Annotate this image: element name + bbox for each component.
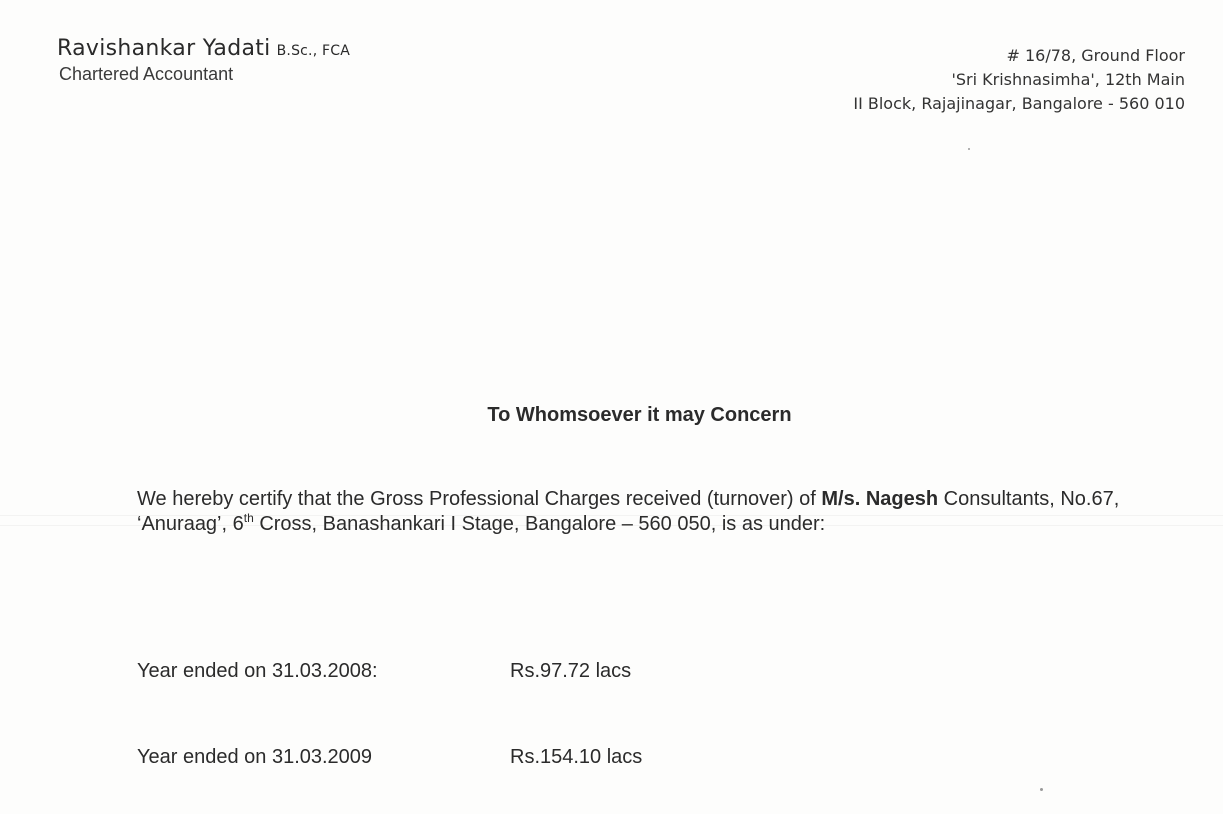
letterhead-sender: [57, 36, 350, 85]
turnover-year-label: Year ended on 31.03.2008:: [137, 660, 378, 682]
body-text-part-3: Cross, Banashankari I Stage, Bangalore – 560 050, is as under:: [253, 513, 826, 535]
scan-speck: [968, 148, 970, 150]
sender-name-line: [57, 36, 350, 61]
address-line-2: 'Sri Krishnasimha', 12th Main: [951, 70, 1185, 89]
body-text-part-1: We hereby certify that the Gross Professional Charges received (turnover) of: [137, 488, 822, 510]
certification-paragraph: [137, 487, 1147, 537]
turnover-year-label: Year ended on 31.03.2009: [137, 746, 373, 768]
subject-text: To Whomsoever it may Concern: [487, 404, 792, 426]
sender-qualifications: B.Sc., FCA: [276, 43, 351, 59]
sender-name: Ravishankar Yadati: [57, 36, 271, 61]
letterhead-address: [853, 44, 1185, 116]
letter-subject: [0, 404, 1223, 427]
turnover-amount: Rs.154.10 lacs: [510, 746, 643, 768]
ordinal-superscript: th: [243, 511, 254, 525]
body-text-part-2: Consultants, No.67, ‘Anuraag’, 6: [137, 488, 1120, 535]
address-line-1: # 16/78, Ground Floor: [1006, 46, 1185, 65]
scan-speck: [1040, 788, 1043, 791]
turnover-amount: Rs.97.72 lacs: [510, 660, 632, 682]
client-name: M/s. Nagesh: [821, 488, 939, 510]
sender-designation: Chartered Accountant: [59, 64, 234, 84]
address-line-3: II Block, Rajajinagar, Bangalore - 560 010: [853, 94, 1185, 113]
